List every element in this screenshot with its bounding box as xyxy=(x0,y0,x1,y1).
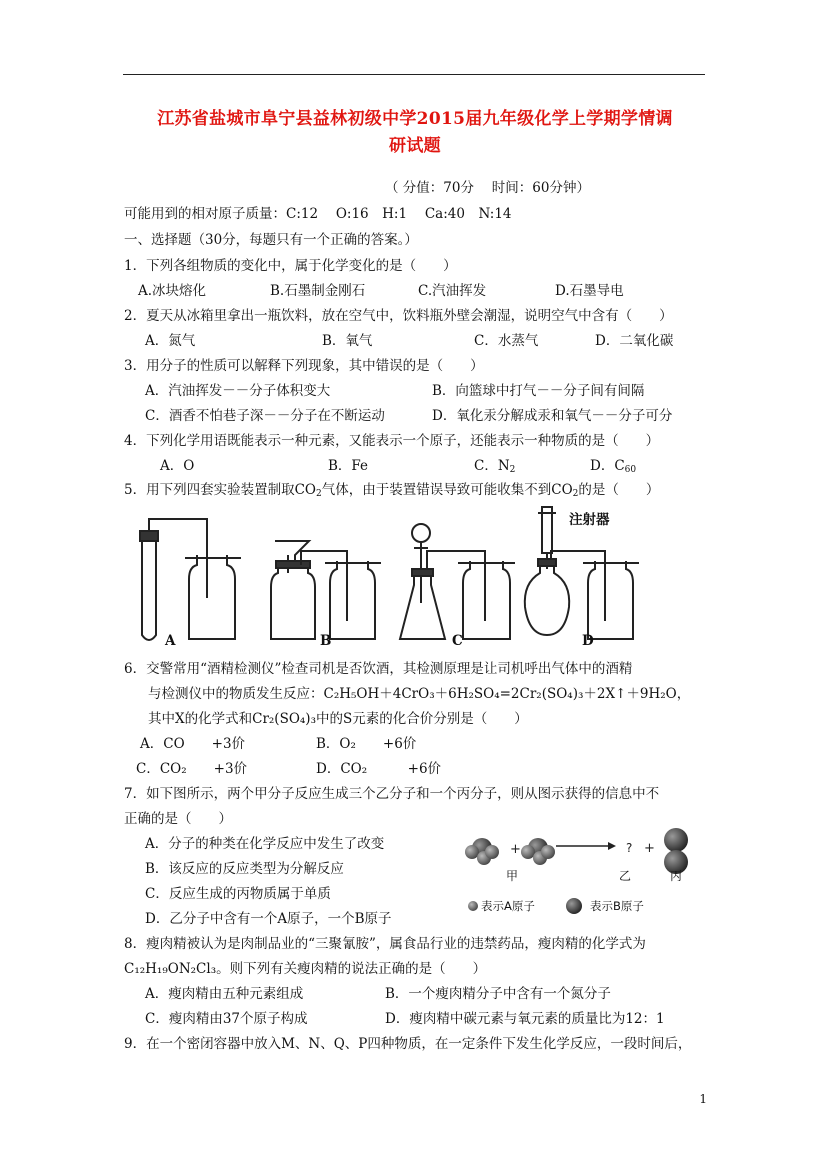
q1-option-a: A.冰块熔化 xyxy=(138,283,207,299)
q6-option-d: D．CO₂ +6价 xyxy=(316,761,442,777)
q4-option-c: C．$N_2$ xyxy=(474,458,516,475)
q7-option-b: B．该反应的反应类型为分解反应 xyxy=(145,861,344,877)
q6-option-c: C．CO₂ +3价 xyxy=(136,761,248,777)
q7-option-c: C．反应生成的丙物质属于单质 xyxy=(145,886,331,902)
apparatus-label-a: A xyxy=(165,633,176,649)
legend-a-text: 表示A原子 xyxy=(481,899,535,913)
legend-b-atom xyxy=(566,898,582,914)
section-heading: 一、选择题（30分，每题只有一个正确的答案。） xyxy=(124,232,418,248)
q8-option-d: D．瘦肉精中碳元素与氧元素的质量比为12：1 xyxy=(385,1011,665,1027)
apparatus-label-c: C xyxy=(452,633,463,649)
apparatus-c xyxy=(400,524,515,639)
apparatus-b xyxy=(271,541,381,639)
header-rule xyxy=(123,74,705,75)
q4-option-a: A．O xyxy=(160,458,195,474)
molecule-jia-2 xyxy=(521,838,555,865)
q3-option-c: C．酒香不怕巷子深－－分子在不断运动 xyxy=(145,408,385,424)
molecule-jia-1 xyxy=(465,838,499,865)
q2-option-c: C．水蒸气 xyxy=(474,333,539,349)
q7-stem-line1: 7．如下图所示，两个甲分子反应生成三个乙分子和一个丙分子，则从图示获得的信息中不 xyxy=(124,786,660,802)
q9-stem-line1: 9．在一个密闭容器中放入M、N、Q、P四种物质，在一定条件下发生化学反应，一段时间后， xyxy=(124,1036,692,1052)
q8-option-b: B．一个瘦肉精分子中含有一个氮分子 xyxy=(385,986,611,1002)
label-yi: 乙 xyxy=(619,869,632,883)
q3-option-b: B．向篮球中打气－－分子间有间隔 xyxy=(432,383,645,399)
label-bing: 丙 xyxy=(670,869,683,883)
q1-option-c: C.汽油挥发 xyxy=(418,283,487,299)
q3-option-d: D．氧化汞分解成汞和氧气－－分子可分 xyxy=(432,408,673,424)
label-jia: 甲 xyxy=(506,869,519,883)
q2-option-a: A．氮气 xyxy=(145,333,196,349)
q4-stem: 4．下列化学用语既能表示一种元素，又能表示一个原子，还能表示一种物质的是（ ） xyxy=(124,433,660,449)
q2-option-d: D．二氧化碳 xyxy=(595,333,674,349)
q6-stem-line3: 其中X的化学式和Cr₂(SO₄)₃中的S元素的化合价分别是（ ） xyxy=(148,711,528,727)
q1-stem: 1．下列各组物质的变化中，属于化学变化的是（ ） xyxy=(124,258,457,274)
q6-stem-line2: 与检测仪中的物质发生反应：C₂H₅OH＋4CrO₃＋6H₂SO₄=2Cr₂(SO₄)₃＋2X↑＋9H₂O， xyxy=(148,686,691,702)
q6-option-b: B．O₂ +6价 xyxy=(316,736,417,752)
q4-option-b: B．Fe xyxy=(328,458,369,474)
syringe-label: 注射器 xyxy=(569,512,610,528)
q6-stem-line1: 6．交警常用“酒精检测仪”检查司机是否饮酒，其检测原理是让司机呼出气体中的酒精 xyxy=(124,661,633,677)
q3-option-a: A．汽油挥发－－分子体积变大 xyxy=(145,383,331,399)
apparatus-label-d: D xyxy=(582,633,594,649)
q8-option-a: A．瘦肉精由五种元素组成 xyxy=(145,986,304,1002)
q2-option-b: B．氧气 xyxy=(322,333,373,349)
apparatus-label-b: B xyxy=(320,633,332,649)
q8-option-c: C．瘦肉精由37个原子构成 xyxy=(145,1011,308,1027)
q8-stem-line2: C₁₂H₁₉ON₂Cl₃。则下列有关瘦肉精的说法正确的是（ ） xyxy=(124,961,487,977)
svg-text:+: + xyxy=(510,842,521,857)
q7-option-d: D．乙分子中含有一个A原子，一个B原子 xyxy=(145,911,392,927)
page-title: 江苏省盐城市阜宁县益林初级中学2015届九年级化学上学期学情调 xyxy=(157,109,673,129)
apparatus-a xyxy=(140,519,241,640)
atomic-masses: 可能用到的相对原子质量：C:12 O:16 H:1 Ca:40 N:14 xyxy=(124,206,512,222)
product-question-mark: ? xyxy=(626,841,633,855)
legend-b-text: 表示B原子 xyxy=(590,899,644,913)
q4-option-d: D．$C_{60}$ xyxy=(590,458,637,475)
score-time: （ 分值：70分 时间：60分钟） xyxy=(385,180,590,196)
q3-stem: 3．用分子的性质可以解释下列现象，其中错误的是（ ） xyxy=(124,358,484,374)
svg-text:+: + xyxy=(644,841,655,856)
q8-stem-line1: 8．瘦肉精被认为是肉制品业的“三聚氰胺”，属食品行业的违禁药品，瘦肉精的化学式为 xyxy=(124,936,646,952)
q6-option-a: A．CO +3价 xyxy=(140,736,246,752)
legend-a-atom xyxy=(468,901,478,911)
q1-option-b: B.石墨制金刚石 xyxy=(270,283,366,299)
q7-stem-line2: 正确的是（ ） xyxy=(124,811,232,827)
q2-stem: 2．夏天从冰箱里拿出一瓶饮料，放在空气中，饮料瓶外壁会潮湿，说明空气中含有（ ） xyxy=(124,308,673,324)
page-title-cont: 研试题 xyxy=(389,136,441,156)
q5-stem: 5．用下列四套实验装置制取$CO_2$气体，由于装置错误导致可能收集不到$CO_2$的是（ ） xyxy=(124,482,660,499)
q7-option-a: A．分子的种类在化学反应中发生了改变 xyxy=(145,836,385,852)
page-number: 1 xyxy=(699,1092,707,1106)
co2-apparatus-figure xyxy=(125,503,645,651)
q1-option-d: D.石墨导电 xyxy=(555,283,624,299)
